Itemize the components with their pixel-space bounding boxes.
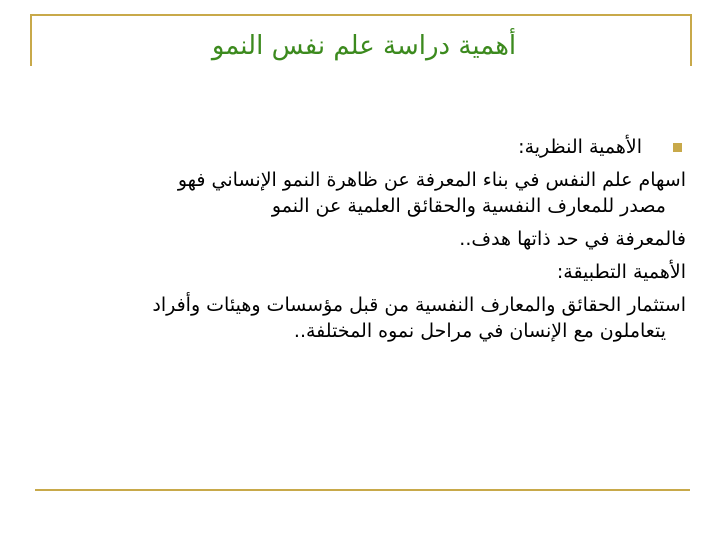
theory-line-2: مصدر للمعارف النفسية والحقائق العلمية عن النمو <box>271 195 666 217</box>
applied-line-1: استثمار الحقائق والمعارف النفسية من قبل مؤسسات وهيئات وأفراد <box>152 294 686 316</box>
applied-line-2: يتعاملون مع الإنسان في مراحل نموه المختلفة.. <box>293 320 666 342</box>
knowledge-goal-paragraph <box>30 226 686 252</box>
square-bullet-icon <box>673 143 682 152</box>
theory-paragraph <box>30 167 686 219</box>
knowledge-goal-text: فالمعرفة في حد ذاتها هدف.. <box>459 228 686 250</box>
slide-content <box>30 134 686 351</box>
slide-frame-top-border <box>30 14 692 16</box>
slide-frame-bottom-border <box>35 489 690 491</box>
theory-line-1: اسهام علم النفس في بناء المعرفة عن ظاهرة النمو الإنساني فهو <box>177 169 686 191</box>
applied-heading: الأهمية التطبيقة: <box>556 261 686 283</box>
bullet-item <box>30 134 686 160</box>
theory-heading-row <box>30 134 686 160</box>
slide-title: أهمية دراسة علم نفس النمو <box>211 31 517 61</box>
applied-heading-row <box>30 259 686 285</box>
theory-heading: الأهمية النظرية: <box>518 136 642 158</box>
applied-paragraph <box>30 292 686 344</box>
